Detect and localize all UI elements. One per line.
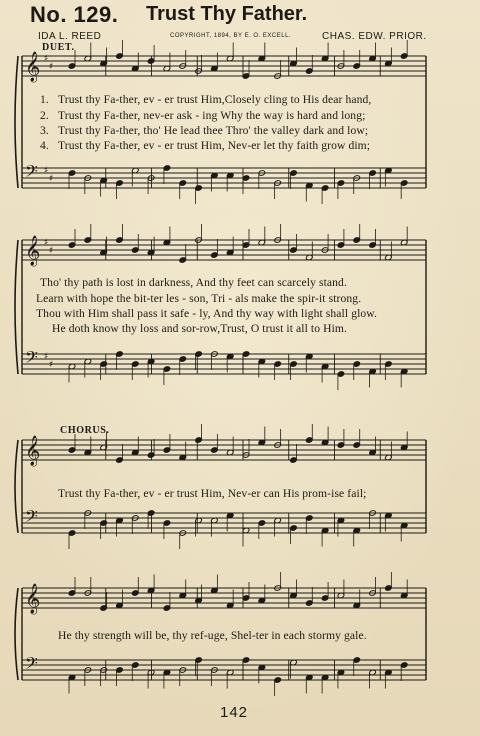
sharp-icon: ♯: [49, 62, 54, 72]
brace-icon: [15, 440, 18, 533]
sharp-icon: ♯: [44, 166, 49, 176]
brace-icon: [15, 56, 18, 188]
duet-label: DUET.: [42, 42, 75, 53]
treble-clef-icon: 𝄞: [25, 584, 41, 614]
verse-line-4b: He doth know thy loss and sor-row,Trust, O trust it all to Him.: [52, 322, 348, 335]
composer-credit: CHAS. EDW. PRIOR.: [322, 31, 427, 42]
sharp-icon: ♯: [49, 360, 54, 370]
verse-line-2: 2. Trust thy Fa-ther, nev-er ask - ing Why the way is hard and long;: [40, 109, 366, 122]
treble-clef-icon: 𝄞: [25, 236, 41, 266]
verse-line-1: 1. Trust thy Fa-ther, ev - er trust Him,Closely cling to His dear hand,: [40, 93, 372, 106]
chorus-line-1: Trust thy Fa-ther, ev - er trust Him, Nev-er can His prom-ise fail;: [58, 487, 367, 500]
treble-clef-icon: 𝄞: [25, 436, 41, 466]
bass-clef-icon: 𝄢: [25, 347, 38, 371]
verse-line-1b: Tho' thy path is lost in darkness, And thy feet can scarcely stand.: [40, 276, 347, 289]
page-number: 142: [220, 704, 249, 721]
bass-clef-icon: 𝄢: [25, 653, 38, 677]
verse-line-3: 3. Trust thy Fa-ther, tho' He lead thee Thro' the valley dark and low;: [40, 124, 369, 137]
brace-icon: [15, 588, 18, 680]
sharp-icon: ♯: [44, 352, 49, 362]
sharp-icon: ♯: [49, 174, 54, 184]
verse-line-4: 4. Trust thy Fa-ther, ev - er trust Him, Nev-er let thy faith grow dim;: [40, 139, 371, 152]
verse-line-3b: Thou with Him shall pass it safe - ly, And thy way with light shall glow.: [36, 307, 378, 320]
sharp-icon: ♯: [49, 246, 54, 256]
sharp-icon: ♯: [44, 238, 49, 248]
copyright-notice: COPYRIGHT, 1894, BY E. O. EXCELL.: [170, 33, 292, 39]
bass-clef-icon: 𝄢: [25, 506, 38, 530]
lyricist-credit: IDA L. REED: [38, 31, 102, 42]
brace-icon: [15, 240, 18, 374]
chorus-label: CHORUS.: [60, 425, 110, 436]
verse-line-2b: Learn with hope the bit-ter les - son, Tri - als make the spir-it strong.: [36, 292, 362, 305]
hymn-number: No. 129.: [30, 2, 119, 27]
bass-clef-icon: 𝄢: [25, 161, 38, 185]
hymn-title: Trust Thy Father.: [146, 3, 308, 25]
chorus-line-2: He thy strength will be, thy ref-uge, Shel-ter in each stormy gale.: [58, 629, 367, 642]
sharp-icon: ♯: [44, 54, 49, 64]
treble-clef-icon: 𝄞: [25, 52, 41, 82]
